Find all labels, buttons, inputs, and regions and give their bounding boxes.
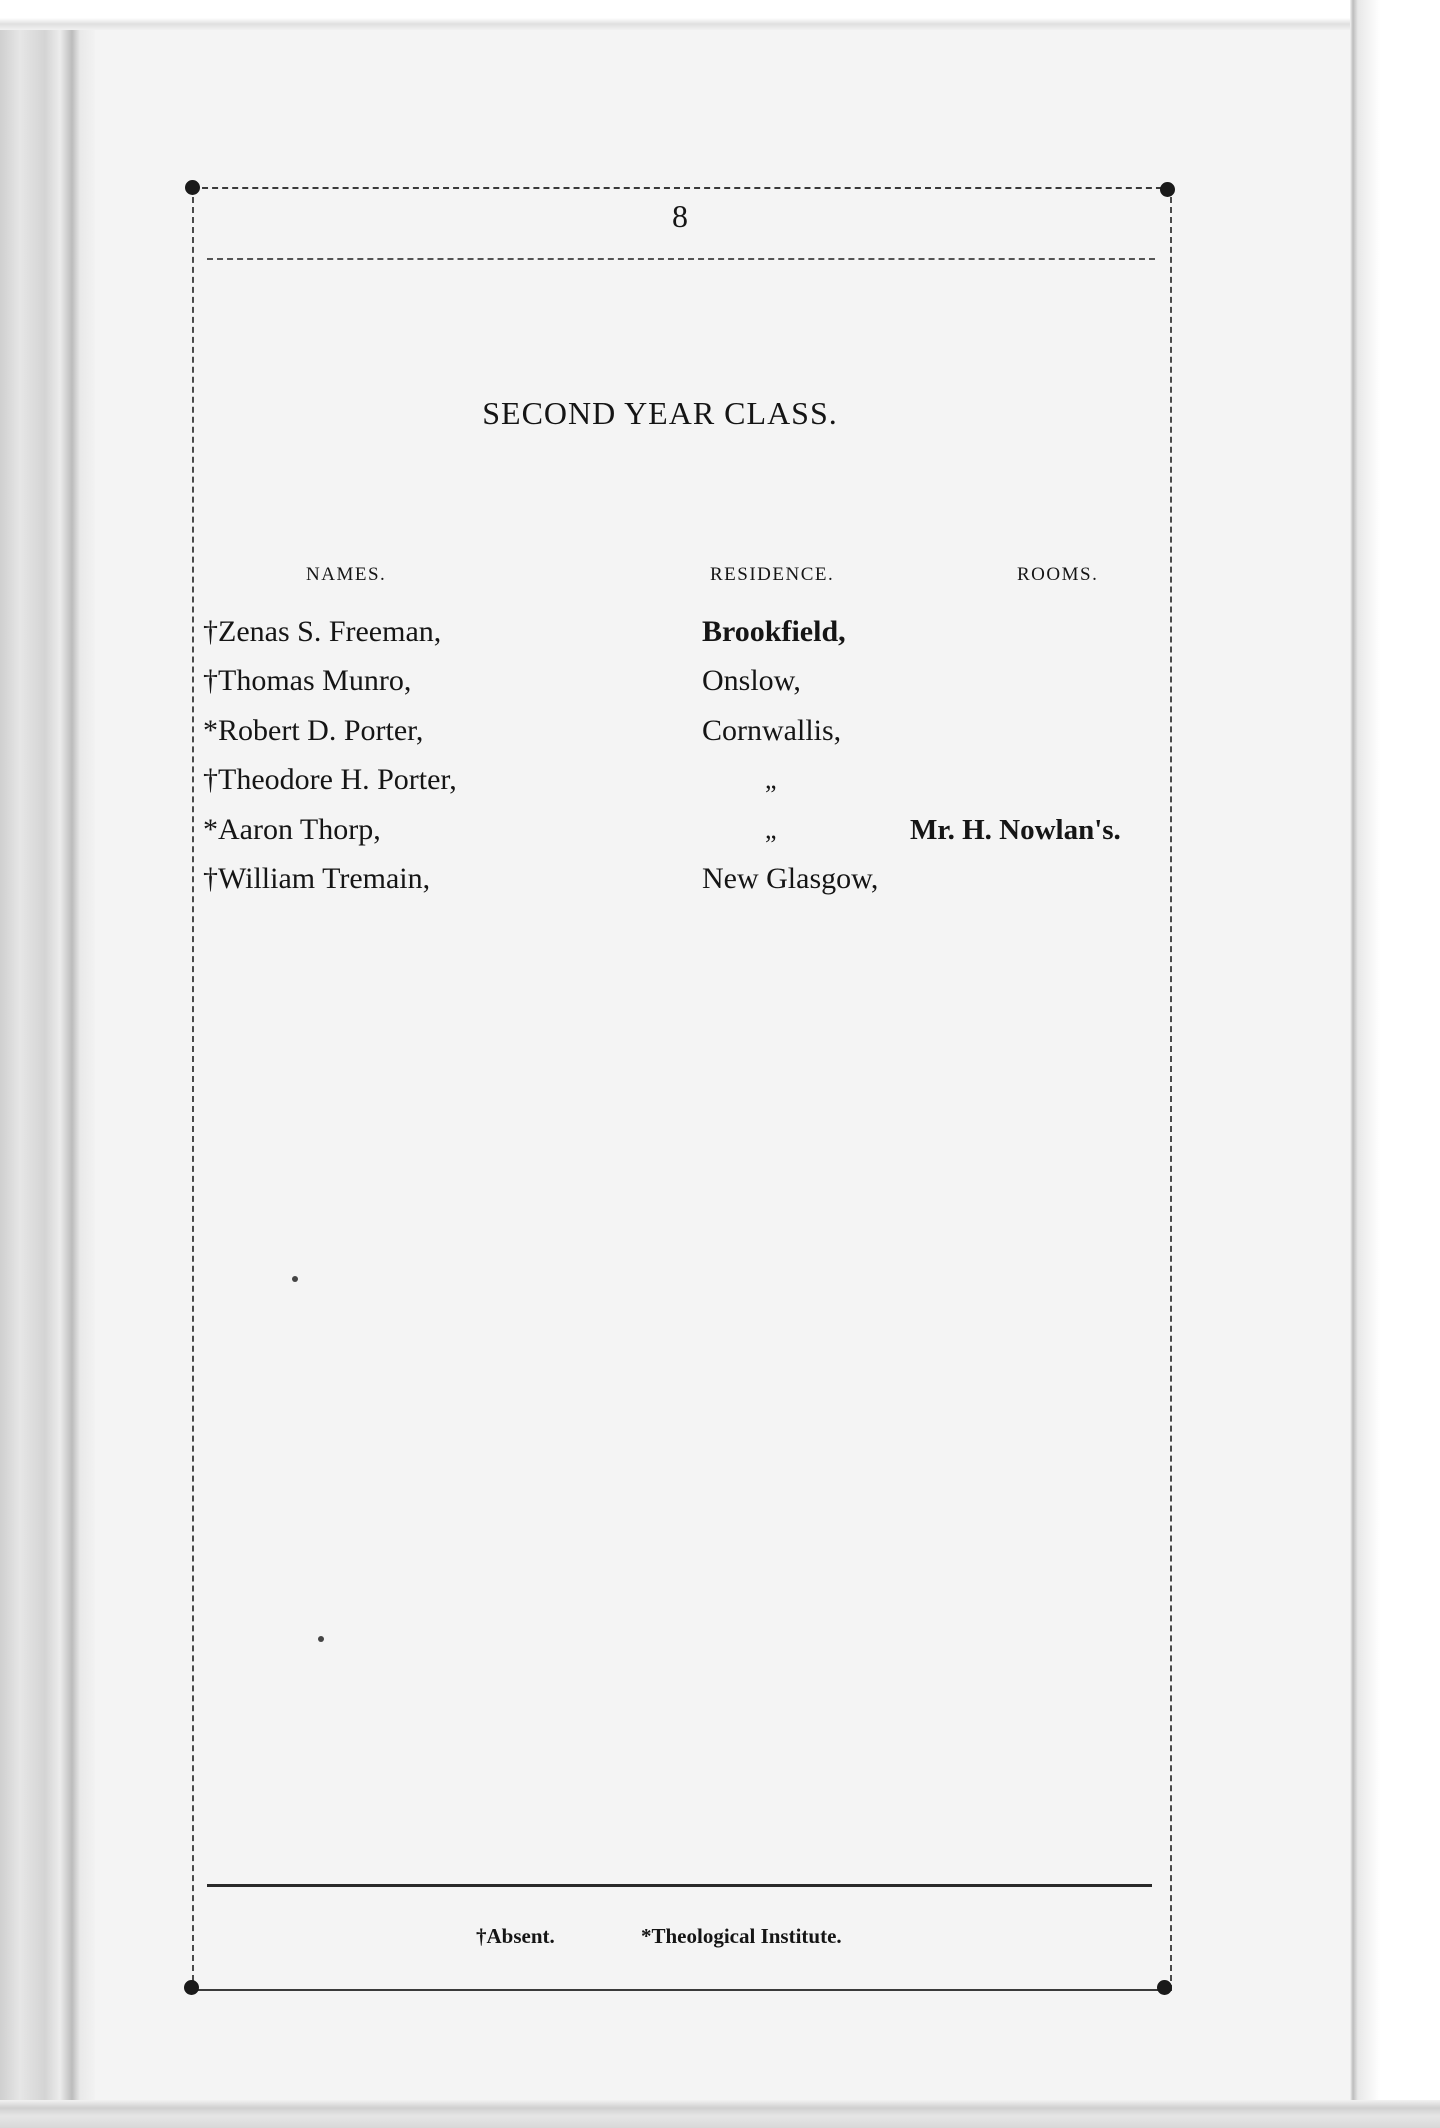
corner-ornament: [1157, 1980, 1172, 1995]
table-row: [0, 859, 1440, 905]
corner-ornament: [1160, 182, 1175, 197]
student-residence: Cornwallis,: [702, 714, 842, 747]
book-edge-top: [0, 0, 1440, 30]
corner-ornament: [184, 1980, 199, 1995]
column-header-rooms: ROOMS.: [1017, 564, 1099, 585]
table-row: [0, 711, 1440, 757]
book-edge-left: [0, 0, 95, 2128]
student-name: †Thomas Munro,: [203, 664, 412, 697]
student-name: *Robert D. Porter,: [203, 714, 424, 747]
footer-rule: [207, 1884, 1152, 1887]
table-row: [0, 661, 1440, 707]
student-name: †Theodore H. Porter,: [203, 763, 457, 796]
page-number: 8: [672, 198, 688, 234]
column-header-residence: RESIDENCE.: [710, 564, 835, 585]
header-rule: [207, 258, 1155, 260]
footnote-absent: †Absent.: [476, 1924, 555, 1948]
table-row: [0, 810, 1440, 856]
student-name: *Aaron Thorp,: [203, 813, 381, 846]
book-edge-right: [1350, 0, 1440, 2128]
ditto-mark: „: [765, 815, 777, 844]
page-border: [192, 187, 1172, 1991]
ditto-mark: „: [765, 765, 777, 794]
student-room: Mr. H. Nowlan's.: [910, 814, 1121, 846]
student-residence: Brookfield,: [702, 615, 846, 648]
corner-ornament: [185, 180, 200, 195]
page-title: SECOND YEAR CLASS.: [482, 395, 838, 431]
ink-speck: [292, 1276, 298, 1282]
footnote-theological: *Theological Institute.: [641, 1924, 842, 1948]
student-residence: New Glasgow,: [702, 862, 879, 895]
ink-speck: [318, 1636, 324, 1642]
student-residence: Onslow,: [702, 664, 801, 697]
book-edge-bottom: [0, 2100, 1440, 2128]
table-row: [0, 760, 1440, 806]
student-name: †Zenas S. Freeman,: [203, 615, 442, 648]
footnotes: [0, 1922, 1440, 1952]
column-header-names: NAMES.: [306, 564, 387, 585]
table-row: [0, 612, 1440, 658]
student-name: †William Tremain,: [203, 862, 431, 895]
